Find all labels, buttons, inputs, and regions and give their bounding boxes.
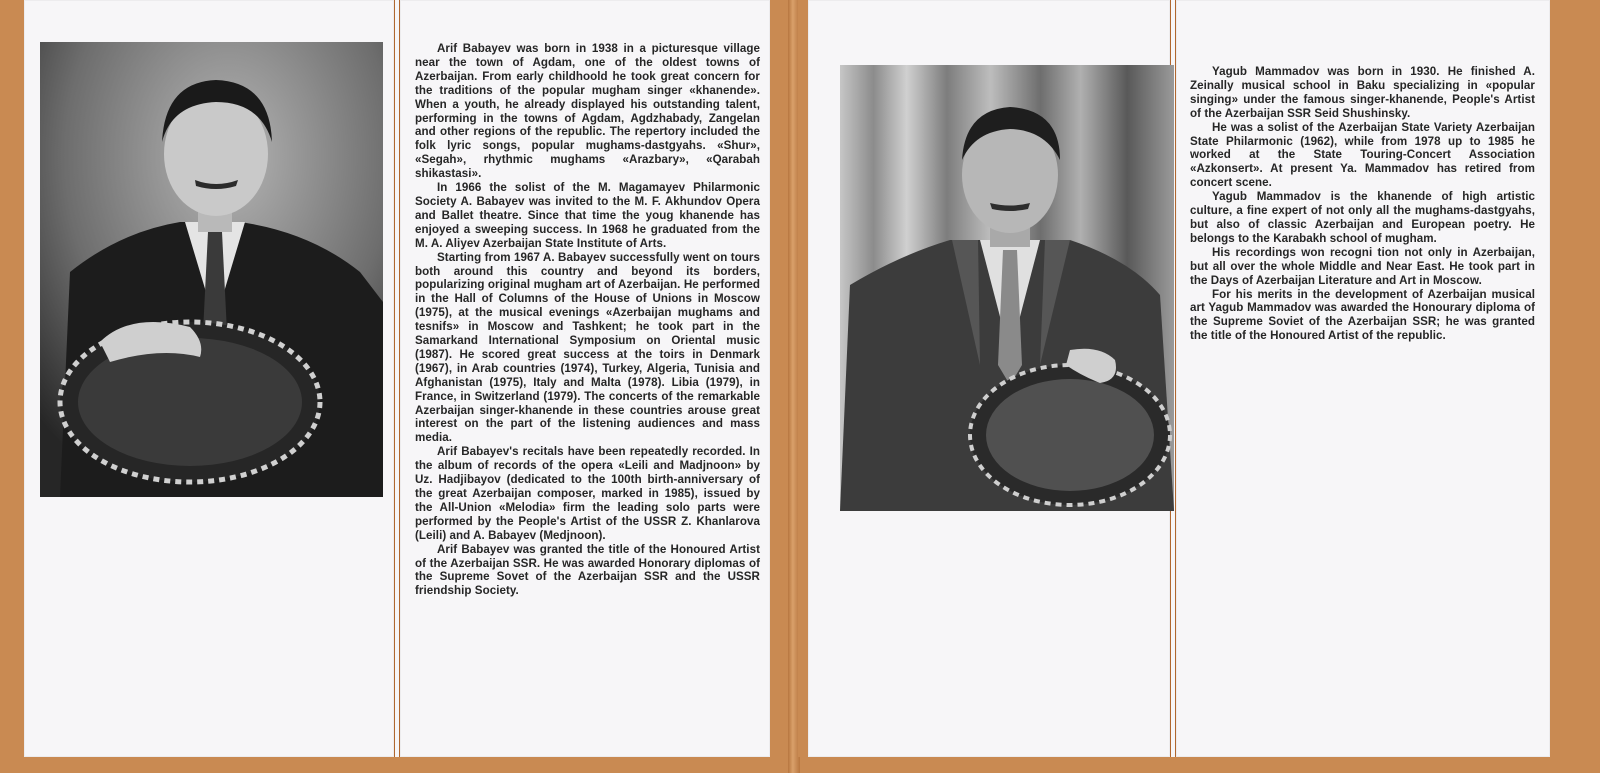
right-paragraph-3: Yagub Mammadov is the khanende of high artistic culture, a fine expert of not only all the mughams-dastgyahs, but also of classic Azerbaijan and European poetry. He belongs to the Karabakh school of mugham. — [1190, 190, 1535, 245]
arif-babayev-portrait — [40, 42, 383, 497]
left-paragraph-4: Arif Babayev's recitals have been repeatedly recorded. In the album of records of the opera «Leili and Madjnoon» by Uz. Hadjibayov (dedicated to the 100th birth-anniversary of the great Azerbaijan composer, marked in 1985), issued by the All-Union «Melodia» firm the leading solo parts were performed by the People's Artist of the USSR Z. Khanlarova (Leili) and A. Babayev (Medjnoon). — [415, 445, 760, 542]
left-paragraph-2: In 1966 the solist of the M. Magamayev Philarmonic Society A. Babayev was invited to the M. F. Akhundov Opera and Ballet theatre. Since that time the youg khanende has enjoyed a sweeping success. In 1968 he graduated from the M. A. Aliyev Azerbaijan State Institute of Arts. — [415, 181, 760, 250]
right-leaf — [798, 0, 1588, 757]
right-biography-text — [1190, 65, 1535, 343]
right-paragraph-1: Yagub Mammadov was born in 1930. He finished A. Zeinally musical school in Baku specializing in «popular singing» under the famous singer-khanende, People's Artist of the Azerbaijan SSR Seid Shushinsky. — [1190, 65, 1535, 120]
right-paragraph-4: His recordings won recogni tion not only in Azerbaijan, but all over the whole Middle and Near East. He took part in the Days of Azerbaijan Literature and Art in Moscow. — [1190, 245, 1535, 287]
portrait-photo-image-2 — [840, 65, 1174, 511]
left-paragraph-5: Arif Babayev was granted the title of the Honoured Artist of the Azerbaijan SSR. He was awarded Honorary diplomas of the Supreme Sovet of the Azerbaijan SSR and the USSR friendship Society. — [415, 542, 760, 598]
left-paragraph-3: Starting from 1967 A. Babayev successfully went on tours both around this country and beyond its borders, popularizing original mugham art of Azerbaijan. He performed in the Hall of Columns of the House of Unions in Moscow (1975), at the musical evenings «Azerbaijan mughams and tesnifs» in Moscow and Tashkent; he took part in the Samarkand International Symposium on Oriental music (1987). He scored great success at the toirs in Denmark (1967), in Arab countries (1974), Turkey, Algeria, Tunisia and Afghanistan (1975), Italy and Malta (1978). Libia (1979), in France, in Switzerland (1979). The concerts of the remarkable Azerbaijan singer-khanende in these countries arouse great interest on the part of the listening audiences and mass media. — [415, 250, 760, 445]
right-paragraph-5: For his merits in the development of Azerbaijan musical art Yagub Mammadov was awarded the Honourary diploma of the Supreme Soviet of the Azerbaijan SSR; he was granted the title of the Honoured Artist of the republic. — [1190, 287, 1535, 343]
left-paragraph-1: Arif Babayev was born in 1938 in a picturesque village near the town of Agdam, one of the oldest towns of Azerbaijan. From early childhoold he took great concern for the traditions of the popular mugham singer «khanende». When a youth, he already displayed his outstanding talent, performing in the towns of Agdam, Agdzhabady, Zangelan and other regions of the republic. The repertory included the folk lyric songs, popular mughams-dastgyahs. «Shur», «Segah», rhythmic mughams «Arazbary», «Qarabah shikastasi». — [415, 42, 760, 181]
left-biography-text — [415, 42, 760, 598]
portrait-photo-image — [40, 42, 383, 497]
right-paragraph-2: He was a solist of the Azerbaijan State Variety Azerbaijan State Philarmonic (1962), while from 1978 up to 1985 he worked at the State Touring-Concert Association «Azkonsert». At present Ya. Mammadov has retired from concert scene. — [1190, 120, 1535, 190]
left-leaf — [0, 0, 790, 757]
yagub-mammadov-portrait — [840, 65, 1174, 511]
